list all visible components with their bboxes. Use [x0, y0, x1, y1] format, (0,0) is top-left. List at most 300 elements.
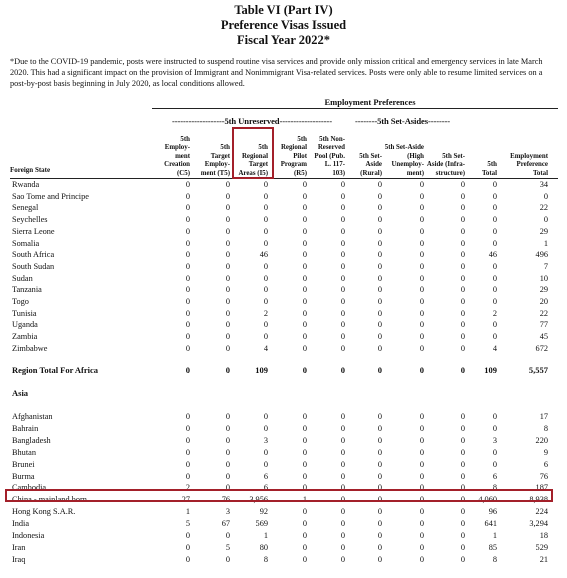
cell-col-6: 0: [377, 495, 382, 505]
cell-col-4: 0: [302, 412, 307, 421]
cell-col-4: 0: [302, 238, 307, 248]
table-title: Table VI (Part IV): [234, 3, 333, 17]
cell-col-8: 0: [460, 261, 465, 271]
cell-col-9: 4: [492, 343, 497, 353]
cell-col-6: 0: [377, 238, 382, 248]
cell-col-7: 0: [419, 459, 424, 469]
column-header-3: 5th Regional Target Areas (I5): [238, 144, 268, 177]
cell-col-3: 46: [259, 250, 268, 260]
cell-col-7: 0: [419, 261, 424, 271]
cell-col-4: 0: [302, 250, 307, 260]
cell-col-4: 0: [302, 435, 307, 445]
cell-col-8: 0: [460, 273, 465, 283]
cell-col-3: 109: [255, 365, 268, 375]
cell-col-1: 0: [185, 250, 190, 260]
cell-col-4: 0: [302, 554, 307, 564]
cell-col-4: 0: [302, 332, 307, 342]
cell-col-1: 1: [185, 507, 190, 517]
cell-col-1: 2: [185, 483, 190, 493]
cell-col-8: 0: [460, 531, 465, 540]
cell-col-4: 0: [302, 261, 307, 271]
cell-col-9: 4,060: [478, 495, 497, 505]
cell-col-5: 0: [340, 273, 345, 283]
cell-col-6: 0: [377, 285, 382, 295]
cell-col-7: 0: [419, 273, 424, 283]
cell-col-8: 0: [460, 238, 465, 248]
cell-col-2: 0: [225, 483, 230, 493]
cell-col-1: 0: [185, 412, 190, 421]
cell-col-10: 17: [539, 412, 548, 421]
table-row: [0, 331, 567, 343]
country-name: Iran: [12, 542, 26, 552]
cell-col-1: 0: [185, 531, 190, 540]
cell-col-9: 0: [492, 191, 497, 201]
country-name: Bangladesh: [12, 435, 51, 445]
cell-col-1: 0: [185, 542, 190, 552]
cell-col-4: 0: [302, 365, 307, 375]
country-name: Somalia: [12, 238, 40, 248]
cell-col-5: 0: [340, 531, 345, 540]
cell-col-8: 0: [460, 423, 465, 433]
cell-col-7: 0: [419, 495, 424, 505]
cell-col-5: 0: [340, 365, 345, 375]
cell-col-1: 0: [185, 215, 190, 225]
cell-col-2: 0: [225, 226, 230, 236]
cell-col-2: 0: [225, 180, 230, 189]
country-name: South Africa: [12, 250, 55, 260]
cell-col-5: 0: [340, 412, 345, 421]
cell-col-9: 2: [492, 308, 497, 318]
cell-col-2: 0: [225, 238, 230, 248]
column-header-5: 5th Non- Reserved Pool (Pub. L. 117- 103): [314, 135, 345, 177]
cell-col-5: 0: [340, 297, 345, 306]
table-row: [0, 179, 567, 191]
cell-col-5: 0: [340, 435, 345, 445]
cell-col-4: 0: [302, 308, 307, 318]
cell-col-7: 0: [419, 226, 424, 236]
cell-col-9: 0: [492, 447, 497, 457]
cell-col-7: 0: [419, 412, 424, 421]
cell-col-9: 0: [492, 285, 497, 295]
cell-col-7: 0: [419, 554, 424, 564]
column-header-2: 5th Target Employ- ment (T5): [200, 144, 230, 177]
cell-col-9: 0: [492, 203, 497, 213]
cell-col-5: 0: [340, 447, 345, 457]
country-name: Rwanda: [12, 180, 40, 189]
cell-col-8: 0: [460, 332, 465, 342]
cell-col-3: 0: [263, 459, 268, 469]
cell-col-1: 0: [185, 554, 190, 564]
cell-col-5: 0: [340, 459, 345, 469]
cell-col-2: 0: [225, 320, 230, 330]
cell-col-5: 0: [340, 507, 345, 517]
cell-col-9: 0: [492, 180, 497, 189]
cell-col-2: 0: [225, 203, 230, 213]
cell-col-4: 0: [302, 285, 307, 295]
cell-col-5: 0: [340, 519, 345, 529]
cell-col-3: 80: [259, 542, 268, 552]
cell-col-6: 0: [377, 191, 382, 201]
cell-col-1: 0: [185, 320, 190, 330]
cell-col-5: 0: [340, 238, 345, 248]
column-header-7: 5th Set-Aside (High Unemploy- ment): [384, 144, 424, 177]
cell-col-3: 0: [263, 447, 268, 457]
cell-col-7: 0: [419, 423, 424, 433]
cell-col-2: 67: [221, 519, 230, 529]
column-header-10: Employment Preference Total: [510, 152, 548, 177]
country-name: Indonesia: [12, 531, 45, 540]
cell-col-3: 0: [263, 238, 268, 248]
cell-col-3: 4: [263, 343, 268, 353]
table-row: [0, 273, 567, 285]
table-row: [0, 319, 567, 331]
column-header-8: 5th Set- Aside (Infra- structure): [426, 152, 465, 177]
cell-col-6: 0: [377, 343, 382, 353]
cell-col-4: 0: [302, 180, 307, 189]
highlight-china-row: [5, 489, 553, 502]
cell-col-8: 0: [460, 203, 465, 213]
cell-col-10: 77: [539, 320, 548, 330]
cell-col-2: 0: [225, 343, 230, 353]
cell-col-9: 0: [492, 226, 497, 236]
group-5th-set-asides: --------5th Set-Asides--------: [355, 116, 451, 126]
country-name: Togo: [12, 297, 29, 306]
cell-col-7: 0: [419, 180, 424, 189]
cell-col-1: 0: [185, 343, 190, 353]
cell-col-1: 5: [185, 519, 190, 529]
cell-col-2: 0: [225, 191, 230, 201]
table-row: [0, 284, 567, 296]
cell-col-10: 22: [539, 308, 548, 318]
country-name: Brunei: [12, 459, 35, 469]
cell-col-9: 0: [492, 215, 497, 225]
column-header-6: 5th Set- Aside (Rural): [359, 152, 382, 177]
table-row: [0, 447, 567, 459]
cell-col-2: 0: [225, 531, 230, 540]
covid-footnote: *Due to the COVID-19 pandemic, posts were instructed to suspend routine visa services and provide only mission critical and emergency services in late March 2020. This had a significant impact on the provision of Immigrant and Nonimmigrant Visa-related services. Posts were only able to resume limited services on a post-by-post basis beginning in July 2020, as local conditions allowed.: [10, 57, 543, 88]
cell-col-7: 0: [419, 471, 424, 481]
country-name: Burma: [12, 471, 35, 481]
cell-col-4: 0: [302, 273, 307, 283]
country-name: Hong Kong S.A.R.: [12, 507, 76, 517]
cell-col-10: 76: [539, 471, 548, 481]
cell-col-1: 0: [185, 297, 190, 306]
cell-col-1: 0: [185, 435, 190, 445]
cell-col-8: 0: [460, 365, 465, 375]
cell-col-5: 0: [340, 226, 345, 236]
cell-col-5: 0: [340, 554, 345, 564]
cell-col-7: 0: [419, 332, 424, 342]
cell-col-10: 0: [543, 215, 548, 225]
cell-col-9: 0: [492, 238, 497, 248]
cell-col-4: 0: [302, 423, 307, 433]
cell-col-1: 0: [185, 273, 190, 283]
cell-col-10: 9: [543, 447, 548, 457]
cell-col-7: 0: [419, 285, 424, 295]
cell-col-7: 0: [419, 297, 424, 306]
table-row: [0, 542, 567, 554]
cell-col-3: 0: [263, 215, 268, 225]
table-row: [0, 214, 567, 226]
cell-col-2: 0: [225, 250, 230, 260]
cell-col-8: 0: [460, 226, 465, 236]
cell-col-4: 0: [302, 343, 307, 353]
country-name: Bahrain: [12, 423, 39, 433]
cell-col-1: 0: [185, 447, 190, 457]
cell-col-8: 0: [460, 507, 465, 517]
cell-col-5: 0: [340, 483, 345, 493]
cell-col-6: 0: [377, 297, 382, 306]
cell-col-8: 0: [460, 308, 465, 318]
table-row: [0, 506, 567, 518]
region-total-row: [0, 365, 567, 377]
highlight-regional-target-areas: [232, 127, 274, 179]
cell-col-8: 0: [460, 459, 465, 469]
table-row: [0, 471, 567, 483]
cell-col-4: 0: [302, 320, 307, 330]
cell-col-5: 0: [340, 215, 345, 225]
country-name: Zimbabwe: [12, 343, 48, 353]
cell-col-7: 0: [419, 447, 424, 457]
cell-col-10: 21: [539, 554, 548, 564]
cell-col-2: 0: [225, 459, 230, 469]
cell-col-6: 0: [377, 180, 382, 189]
cell-col-9: 0: [492, 459, 497, 469]
cell-col-8: 0: [460, 471, 465, 481]
table-row: [0, 459, 567, 471]
cell-col-4: 0: [302, 483, 307, 493]
cell-col-1: 0: [185, 471, 190, 481]
country-name: Bhutan: [12, 447, 36, 457]
cell-col-6: 0: [377, 250, 382, 260]
cell-col-5: 0: [340, 191, 345, 201]
cell-col-1: 0: [185, 203, 190, 213]
cell-col-1: 0: [185, 459, 190, 469]
cell-col-10: 0: [543, 191, 548, 201]
cell-col-10: 6: [543, 459, 548, 469]
cell-col-2: 0: [225, 423, 230, 433]
cell-col-5: 0: [340, 343, 345, 353]
cell-col-5: 0: [340, 423, 345, 433]
group-5th-unreserved: -------------------5th Unreserved-------------------: [172, 116, 332, 126]
cell-col-3: 0: [263, 203, 268, 213]
cell-col-9: 0: [492, 297, 497, 306]
cell-col-10: 3,294: [529, 519, 548, 529]
cell-col-9: 8: [492, 483, 497, 493]
cell-col-6: 0: [377, 203, 382, 213]
country-name: Sao Tome and Principe: [12, 191, 89, 201]
cell-col-7: 0: [419, 531, 424, 540]
cell-col-3: 0: [263, 180, 268, 189]
cell-col-10: 187: [535, 483, 548, 493]
country-name: South Sudan: [12, 261, 55, 271]
table-row: [0, 261, 567, 273]
cell-col-4: 0: [302, 519, 307, 529]
cell-col-9: 85: [488, 542, 497, 552]
cell-col-5: 0: [340, 308, 345, 318]
cell-col-7: 0: [419, 343, 424, 353]
cell-col-1: 0: [185, 261, 190, 271]
cell-col-7: 0: [419, 507, 424, 517]
cell-col-1: 0: [185, 238, 190, 248]
country-name: Iraq: [12, 554, 26, 564]
cell-col-3: 0: [263, 332, 268, 342]
cell-col-8: 0: [460, 180, 465, 189]
cell-col-6: 0: [377, 554, 382, 564]
cell-col-9: 1: [492, 531, 497, 540]
column-header-4: 5th Regional Pilot Program (R5): [280, 135, 307, 177]
cell-col-8: 0: [460, 435, 465, 445]
cell-col-9: 0: [492, 423, 497, 433]
country-name: Seychelles: [12, 215, 48, 225]
cell-col-3: 0: [263, 285, 268, 295]
cell-col-6: 0: [377, 542, 382, 552]
cell-col-3: 6: [263, 471, 268, 481]
cell-col-6: 0: [377, 459, 382, 469]
cell-col-7: 0: [419, 238, 424, 248]
cell-col-6: 0: [377, 308, 382, 318]
cell-col-9: 96: [488, 507, 497, 517]
table-row: [0, 308, 567, 320]
country-name: Tanzania: [12, 285, 42, 295]
cell-col-1: 0: [185, 180, 190, 189]
cell-col-4: 0: [302, 471, 307, 481]
cell-col-9: 109: [484, 365, 497, 375]
cell-col-7: 0: [419, 320, 424, 330]
column-header-9: 5th Total: [481, 161, 497, 177]
cell-col-6: 0: [377, 332, 382, 342]
cell-col-2: 76: [221, 495, 230, 505]
cell-col-6: 0: [377, 447, 382, 457]
cell-col-6: 0: [377, 423, 382, 433]
cell-col-10: 34: [539, 180, 548, 189]
cell-col-10: 220: [535, 435, 548, 445]
cell-col-8: 0: [460, 343, 465, 353]
country-name: Zambia: [12, 332, 38, 342]
country-name: Cambodia: [12, 483, 47, 493]
cell-col-3: 0: [263, 191, 268, 201]
cell-col-9: 0: [492, 332, 497, 342]
cell-col-5: 0: [340, 471, 345, 481]
country-name: China - mainland born: [12, 495, 87, 505]
cell-col-4: 0: [302, 297, 307, 306]
cell-col-9: 0: [492, 412, 497, 421]
table-row: [0, 226, 567, 238]
cell-col-3: 569: [255, 519, 268, 529]
cell-col-6: 0: [377, 261, 382, 271]
country-name: Region Total For Africa: [12, 365, 99, 375]
cell-col-2: 0: [225, 435, 230, 445]
table-row: [0, 518, 567, 530]
cell-col-2: 0: [225, 297, 230, 306]
cell-col-3: 0: [263, 297, 268, 306]
cell-col-3: 0: [263, 423, 268, 433]
table-row: [0, 530, 567, 542]
cell-col-9: 6: [492, 471, 497, 481]
cell-col-5: 0: [340, 542, 345, 552]
cell-col-3: 6: [263, 483, 268, 493]
cell-col-3: 3: [263, 435, 268, 445]
cell-col-9: 0: [492, 273, 497, 283]
cell-col-6: 0: [377, 471, 382, 481]
cell-col-4: 0: [302, 507, 307, 517]
cell-col-2: 3: [225, 507, 230, 517]
table-row: [0, 423, 567, 435]
cell-col-7: 0: [419, 215, 424, 225]
cell-col-3: 0: [263, 320, 268, 330]
table-row: [0, 191, 567, 203]
cell-col-4: 0: [302, 447, 307, 457]
country-name: Afghanistan: [12, 412, 53, 421]
cell-col-10: 5,557: [528, 365, 548, 375]
cell-col-8: 0: [460, 215, 465, 225]
cell-col-1: 0: [185, 285, 190, 295]
table-row: [0, 554, 567, 566]
cell-col-8: 0: [460, 191, 465, 201]
cell-col-10: 29: [539, 226, 548, 236]
country-name: India: [12, 519, 30, 529]
cell-col-7: 0: [419, 519, 424, 529]
cell-col-8: 0: [460, 412, 465, 421]
cell-col-10: 8,938: [529, 495, 548, 505]
cell-col-10: 1: [543, 238, 548, 248]
cell-col-1: 0: [185, 191, 190, 201]
cell-col-1: 0: [185, 332, 190, 342]
cell-col-1: 27: [181, 495, 190, 505]
cell-col-4: 1: [302, 495, 307, 505]
cell-col-6: 0: [377, 365, 382, 375]
country-name: Tunisia: [12, 308, 37, 318]
country-name: Uganda: [12, 320, 38, 330]
cell-col-4: 0: [302, 191, 307, 201]
cell-col-1: 0: [185, 365, 190, 375]
cell-col-4: 0: [302, 226, 307, 236]
cell-col-3: 1: [263, 531, 268, 540]
cell-col-7: 0: [419, 203, 424, 213]
cell-col-10: 10: [539, 273, 548, 283]
country-name: Sierra Leone: [12, 226, 55, 236]
cell-col-2: 0: [225, 365, 230, 375]
cell-col-8: 0: [460, 483, 465, 493]
cell-col-10: 22: [539, 203, 548, 213]
country-name: Senegal: [12, 203, 39, 213]
cell-col-2: 0: [225, 215, 230, 225]
cell-col-4: 0: [302, 459, 307, 469]
cell-col-5: 0: [340, 261, 345, 271]
cell-col-5: 0: [340, 320, 345, 330]
cell-col-9: 8: [492, 554, 497, 564]
cell-col-6: 0: [377, 320, 382, 330]
table-row: [0, 435, 567, 447]
employment-preferences-header: Employment Preferences: [324, 97, 416, 107]
cell-col-10: 672: [535, 343, 548, 353]
cell-col-10: 45: [539, 332, 548, 342]
cell-col-5: 0: [340, 180, 345, 189]
cell-col-4: 0: [302, 215, 307, 225]
table-row: [0, 343, 567, 355]
cell-col-2: 0: [225, 261, 230, 271]
cell-col-10: 224: [535, 507, 548, 517]
cell-col-7: 0: [419, 483, 424, 493]
cell-col-9: 641: [484, 519, 497, 529]
cell-col-9: 0: [492, 261, 497, 271]
foreign-state-header: Foreign State: [10, 166, 51, 174]
cell-col-3: 0: [263, 226, 268, 236]
cell-col-6: 0: [377, 412, 382, 421]
cell-col-7: 0: [419, 250, 424, 260]
cell-col-2: 0: [225, 308, 230, 318]
cell-col-6: 0: [377, 519, 382, 529]
